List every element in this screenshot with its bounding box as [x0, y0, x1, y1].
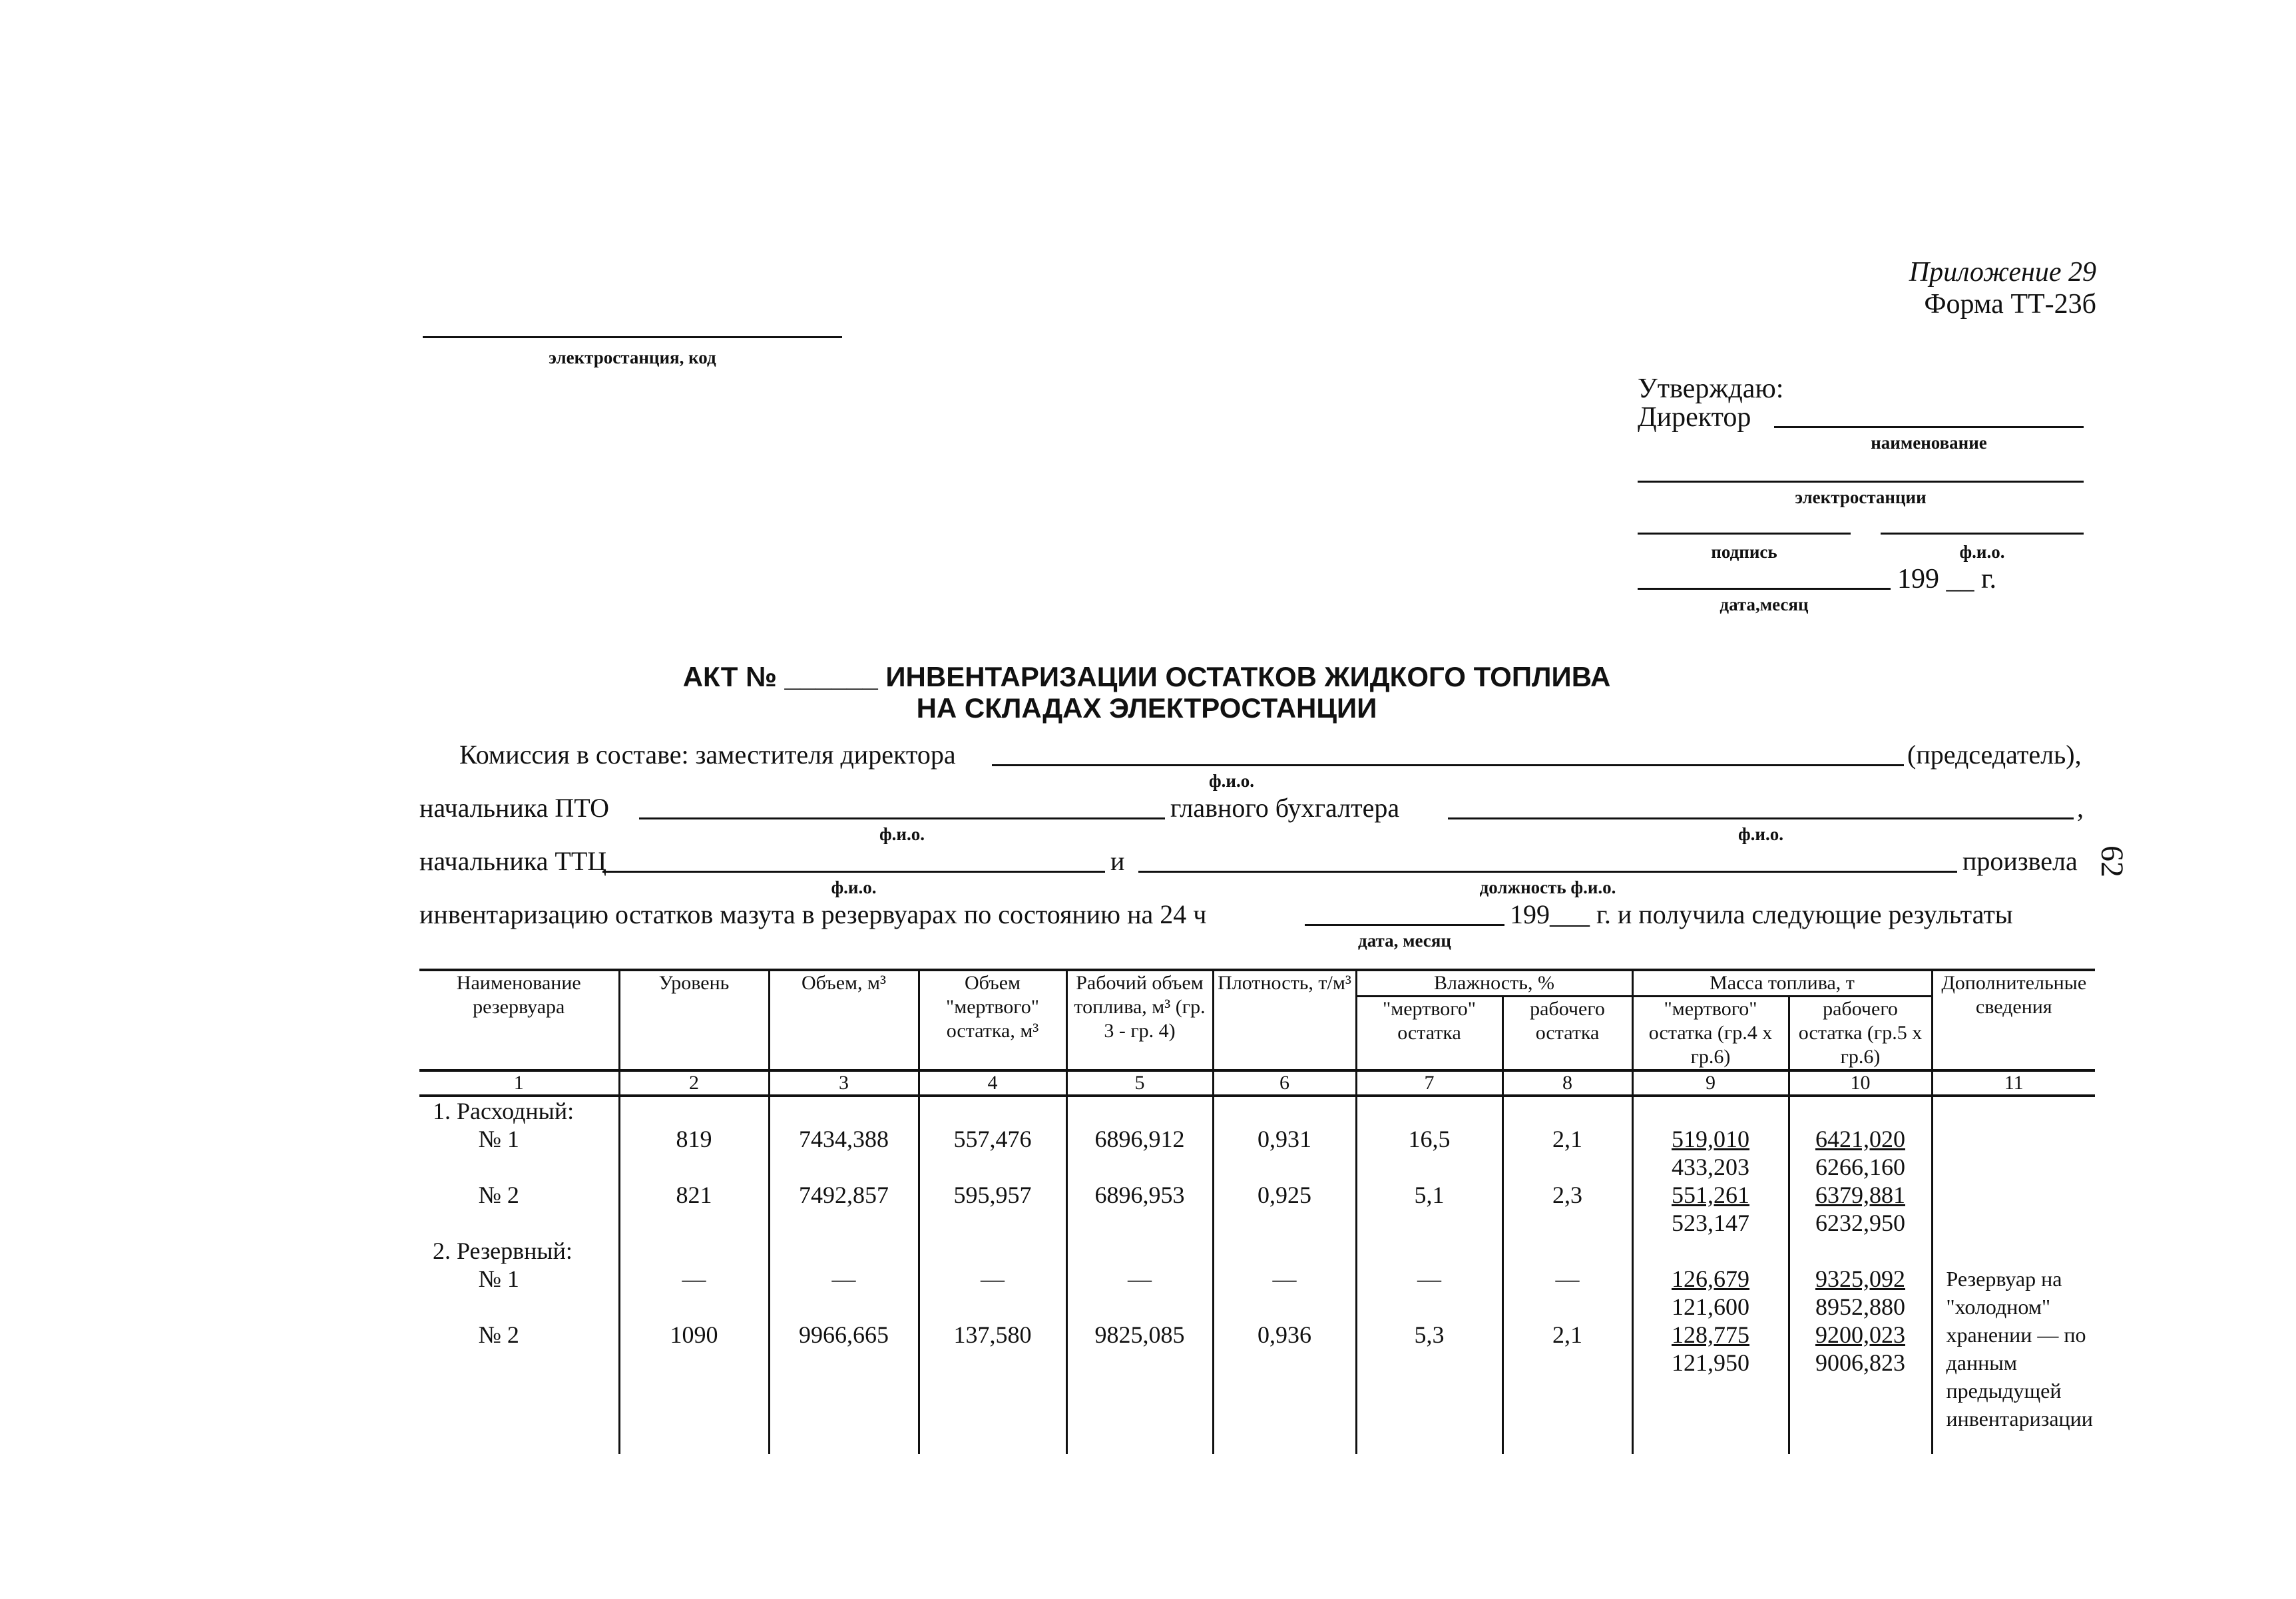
mass-work-b: 6232,950	[1815, 1210, 1905, 1236]
mass-dead-a: 551,261	[1672, 1182, 1749, 1208]
header-name: Наименование резервуара	[419, 970, 619, 1070]
table-row	[419, 1181, 2095, 1237]
commission-line3-a: начальника ТТЦ	[419, 846, 607, 876]
group-row	[419, 1237, 2095, 1265]
volume-cell: 7492,857	[769, 1181, 919, 1237]
header-work-volume: Рабочий объем топлива, м³ (гр. 3 - гр. 4)	[1066, 970, 1213, 1070]
col-number: 3	[769, 1070, 919, 1096]
date-line	[1638, 588, 1891, 590]
work-volume-cell: 6896,912	[1066, 1125, 1213, 1181]
date-month-line	[1305, 924, 1504, 926]
mass-dead-a: 519,010	[1672, 1126, 1749, 1152]
hum-work-cell: 2,1	[1502, 1321, 1632, 1454]
mass-dead-b: 121,600	[1672, 1293, 1749, 1320]
commission-line2-a: начальника ПТО	[419, 793, 610, 823]
act-title-line1: АКТ № ______ ИНВЕНТАРИЗАЦИИ ОСТАТКОВ ЖИДКОГО ТОПЛИВА	[682, 661, 1611, 692]
mass-work-b: 8952,880	[1815, 1293, 1905, 1320]
hum-work-cell: —	[1502, 1265, 1632, 1321]
header-mass-work: рабочего остатка (гр.5 х гр.6)	[1789, 997, 1932, 1071]
hum-dead-cell: 5,1	[1356, 1181, 1502, 1237]
appendix-label: Приложение 29	[1909, 257, 2096, 288]
fio-caption-4: ф.и.о.	[831, 877, 877, 897]
header-dead-volume: Объем "мертвого" остатка, м³	[919, 970, 1066, 1070]
work-volume-cell: 6896,953	[1066, 1181, 1213, 1237]
mass-dead-b: 523,147	[1672, 1210, 1749, 1236]
col-number: 4	[919, 1070, 1066, 1096]
col-number: 2	[619, 1070, 769, 1096]
header-mass-dead: "мертвого" остатка (гр.4 х гр.6)	[1632, 997, 1789, 1071]
header-extra: Дополнительные сведения	[1932, 970, 2095, 1070]
mass-dead-a: 126,679	[1672, 1265, 1749, 1292]
mass-dead-a: 128,775	[1672, 1321, 1749, 1348]
work-volume-cell: —	[1066, 1265, 1213, 1321]
dead-volume-cell: 557,476	[919, 1125, 1066, 1181]
station-field-line	[423, 336, 842, 338]
mass-work-cell	[1789, 1125, 1932, 1181]
fio-caption-1: ф.и.о.	[1209, 771, 1254, 791]
commission-line3-end: произвела	[1962, 846, 2078, 876]
signature-caption: подпись	[1711, 542, 1777, 562]
col-number: 11	[1932, 1070, 2095, 1096]
mass-dead-cell	[1632, 1181, 1789, 1237]
level-cell: 1090	[619, 1321, 769, 1454]
header-humidity: Влажность, %	[1356, 970, 1632, 997]
mass-work-a: 9325,092	[1815, 1265, 1905, 1292]
mass-work-cell	[1789, 1265, 1932, 1321]
tank-name: № 1	[478, 1265, 519, 1292]
group-label: 1. Расходный:	[433, 1098, 574, 1124]
volume-cell: 9966,665	[769, 1321, 919, 1454]
mass-work-a: 6379,881	[1815, 1182, 1905, 1208]
header-row-1	[419, 970, 2095, 997]
mass-dead-cell	[1632, 1265, 1789, 1321]
dead-volume-cell: —	[919, 1265, 1066, 1321]
mass-work-a: 9200,023	[1815, 1321, 1905, 1348]
inventory-table	[419, 969, 2095, 1454]
dead-volume-cell: 137,580	[919, 1321, 1066, 1454]
commission-line2-b: главного бухгалтера	[1170, 793, 1400, 823]
mass-dead-b: 121,950	[1672, 1349, 1749, 1376]
pto-head-line	[639, 817, 1165, 819]
tank-name: № 2	[478, 1182, 519, 1208]
tank-name: № 2	[478, 1321, 519, 1348]
signature-line	[1638, 533, 1851, 535]
fio-caption-3: ф.и.о.	[1738, 824, 1783, 844]
hum-dead-cell: 16,5	[1356, 1125, 1502, 1181]
mass-dead-b: 433,203	[1672, 1154, 1749, 1180]
col-number: 1	[419, 1070, 619, 1096]
fio-line	[1881, 533, 2084, 535]
level-cell: —	[619, 1265, 769, 1321]
col-number: 9	[1632, 1070, 1789, 1096]
hum-dead-cell: —	[1356, 1265, 1502, 1321]
hum-work-cell: 2,3	[1502, 1181, 1632, 1237]
mass-dead-cell	[1632, 1321, 1789, 1454]
hum-work-cell: 2,1	[1502, 1125, 1632, 1181]
level-cell: 821	[619, 1181, 769, 1237]
dead-volume-cell: 595,957	[919, 1181, 1066, 1237]
director-name-line	[1774, 426, 2084, 428]
header-density: Плотность, т/м³	[1213, 970, 1356, 1070]
form-code: Форма ТТ-23б	[1924, 289, 2096, 320]
commission-line1-end: (председатель),	[1907, 740, 2082, 770]
mass-work-a: 6421,020	[1815, 1126, 1905, 1152]
mass-dead-cell	[1632, 1125, 1789, 1181]
tank-name: № 1	[478, 1126, 519, 1152]
mass-work-cell	[1789, 1321, 1932, 1454]
position-fio-caption: должность ф.и.о.	[1479, 877, 1616, 897]
header-volume: Объем, м³	[769, 970, 919, 1070]
group-label: 2. Резервный:	[433, 1238, 573, 1264]
commission-line3-b: и	[1110, 846, 1125, 876]
act-title-line2: НА СКЛАДАХ ЭЛЕКТРОСТАНЦИИ	[916, 692, 1377, 724]
header-mass: Масса топлива, т	[1632, 970, 1932, 997]
position-fio-line	[1138, 871, 1957, 873]
volume-cell: 7434,388	[769, 1125, 919, 1181]
chief-accountant-line	[1448, 817, 2074, 819]
commission-line1-start: Комиссия в составе: заместителя директора	[459, 740, 956, 770]
col-number: 7	[1356, 1070, 1502, 1096]
director-label: Директор	[1638, 402, 1751, 433]
hum-dead-cell: 5,3	[1356, 1321, 1502, 1454]
header-hum-dead: "мертвого" остатка	[1356, 997, 1502, 1071]
extra-note: Резервуар на "холодном" хранении — по данным предыдущей инвентаризации	[1932, 1265, 2095, 1454]
density-cell: —	[1213, 1265, 1356, 1321]
volume-cell: —	[769, 1265, 919, 1321]
year-label: 199 __ г.	[1897, 564, 1996, 594]
group-row	[419, 1096, 2095, 1125]
ttc-head-line	[602, 871, 1105, 873]
date-caption: дата,месяц	[1720, 594, 1809, 614]
col-number: 10	[1789, 1070, 1932, 1096]
page-number: 62	[2094, 845, 2130, 877]
deputy-director-line	[992, 764, 1904, 766]
table-row	[419, 1265, 2095, 1321]
col-number: 8	[1502, 1070, 1632, 1096]
density-cell: 0,925	[1213, 1181, 1356, 1237]
commission-line4-b: 199___ г. и получила следующие результаты	[1510, 899, 2013, 929]
header-level: Уровень	[619, 970, 769, 1070]
header-hum-work: рабочего остатка	[1502, 997, 1632, 1071]
mass-work-b: 6266,160	[1815, 1154, 1905, 1180]
table-row	[419, 1321, 2095, 1454]
work-volume-cell: 9825,085	[1066, 1321, 1213, 1454]
fio-caption: ф.и.о.	[1959, 542, 2005, 562]
density-cell: 0,931	[1213, 1125, 1356, 1181]
commission-line4-a: инвентаризацию остатков мазута в резервуарах по состоянию на 24 ч	[419, 899, 1207, 929]
density-cell: 0,936	[1213, 1321, 1356, 1454]
col-number: 5	[1066, 1070, 1213, 1096]
mass-work-b: 9006,823	[1815, 1349, 1905, 1376]
commission-line2-end: ,	[2077, 793, 2084, 823]
station-name-caption: электростанции	[1795, 487, 1927, 507]
station-caption: электростанция, код	[549, 347, 716, 367]
name-caption: наименование	[1871, 433, 1987, 453]
level-cell: 819	[619, 1125, 769, 1181]
fio-caption-2: ф.и.о.	[879, 824, 925, 844]
column-number-row	[419, 1070, 2095, 1096]
date-month-caption: дата, месяц	[1358, 931, 1451, 951]
mass-work-cell	[1789, 1181, 1932, 1237]
col-number: 6	[1213, 1070, 1356, 1096]
table-row	[419, 1125, 2095, 1181]
station-name-line	[1638, 481, 2084, 483]
approve-label: Утверждаю:	[1638, 373, 1784, 404]
